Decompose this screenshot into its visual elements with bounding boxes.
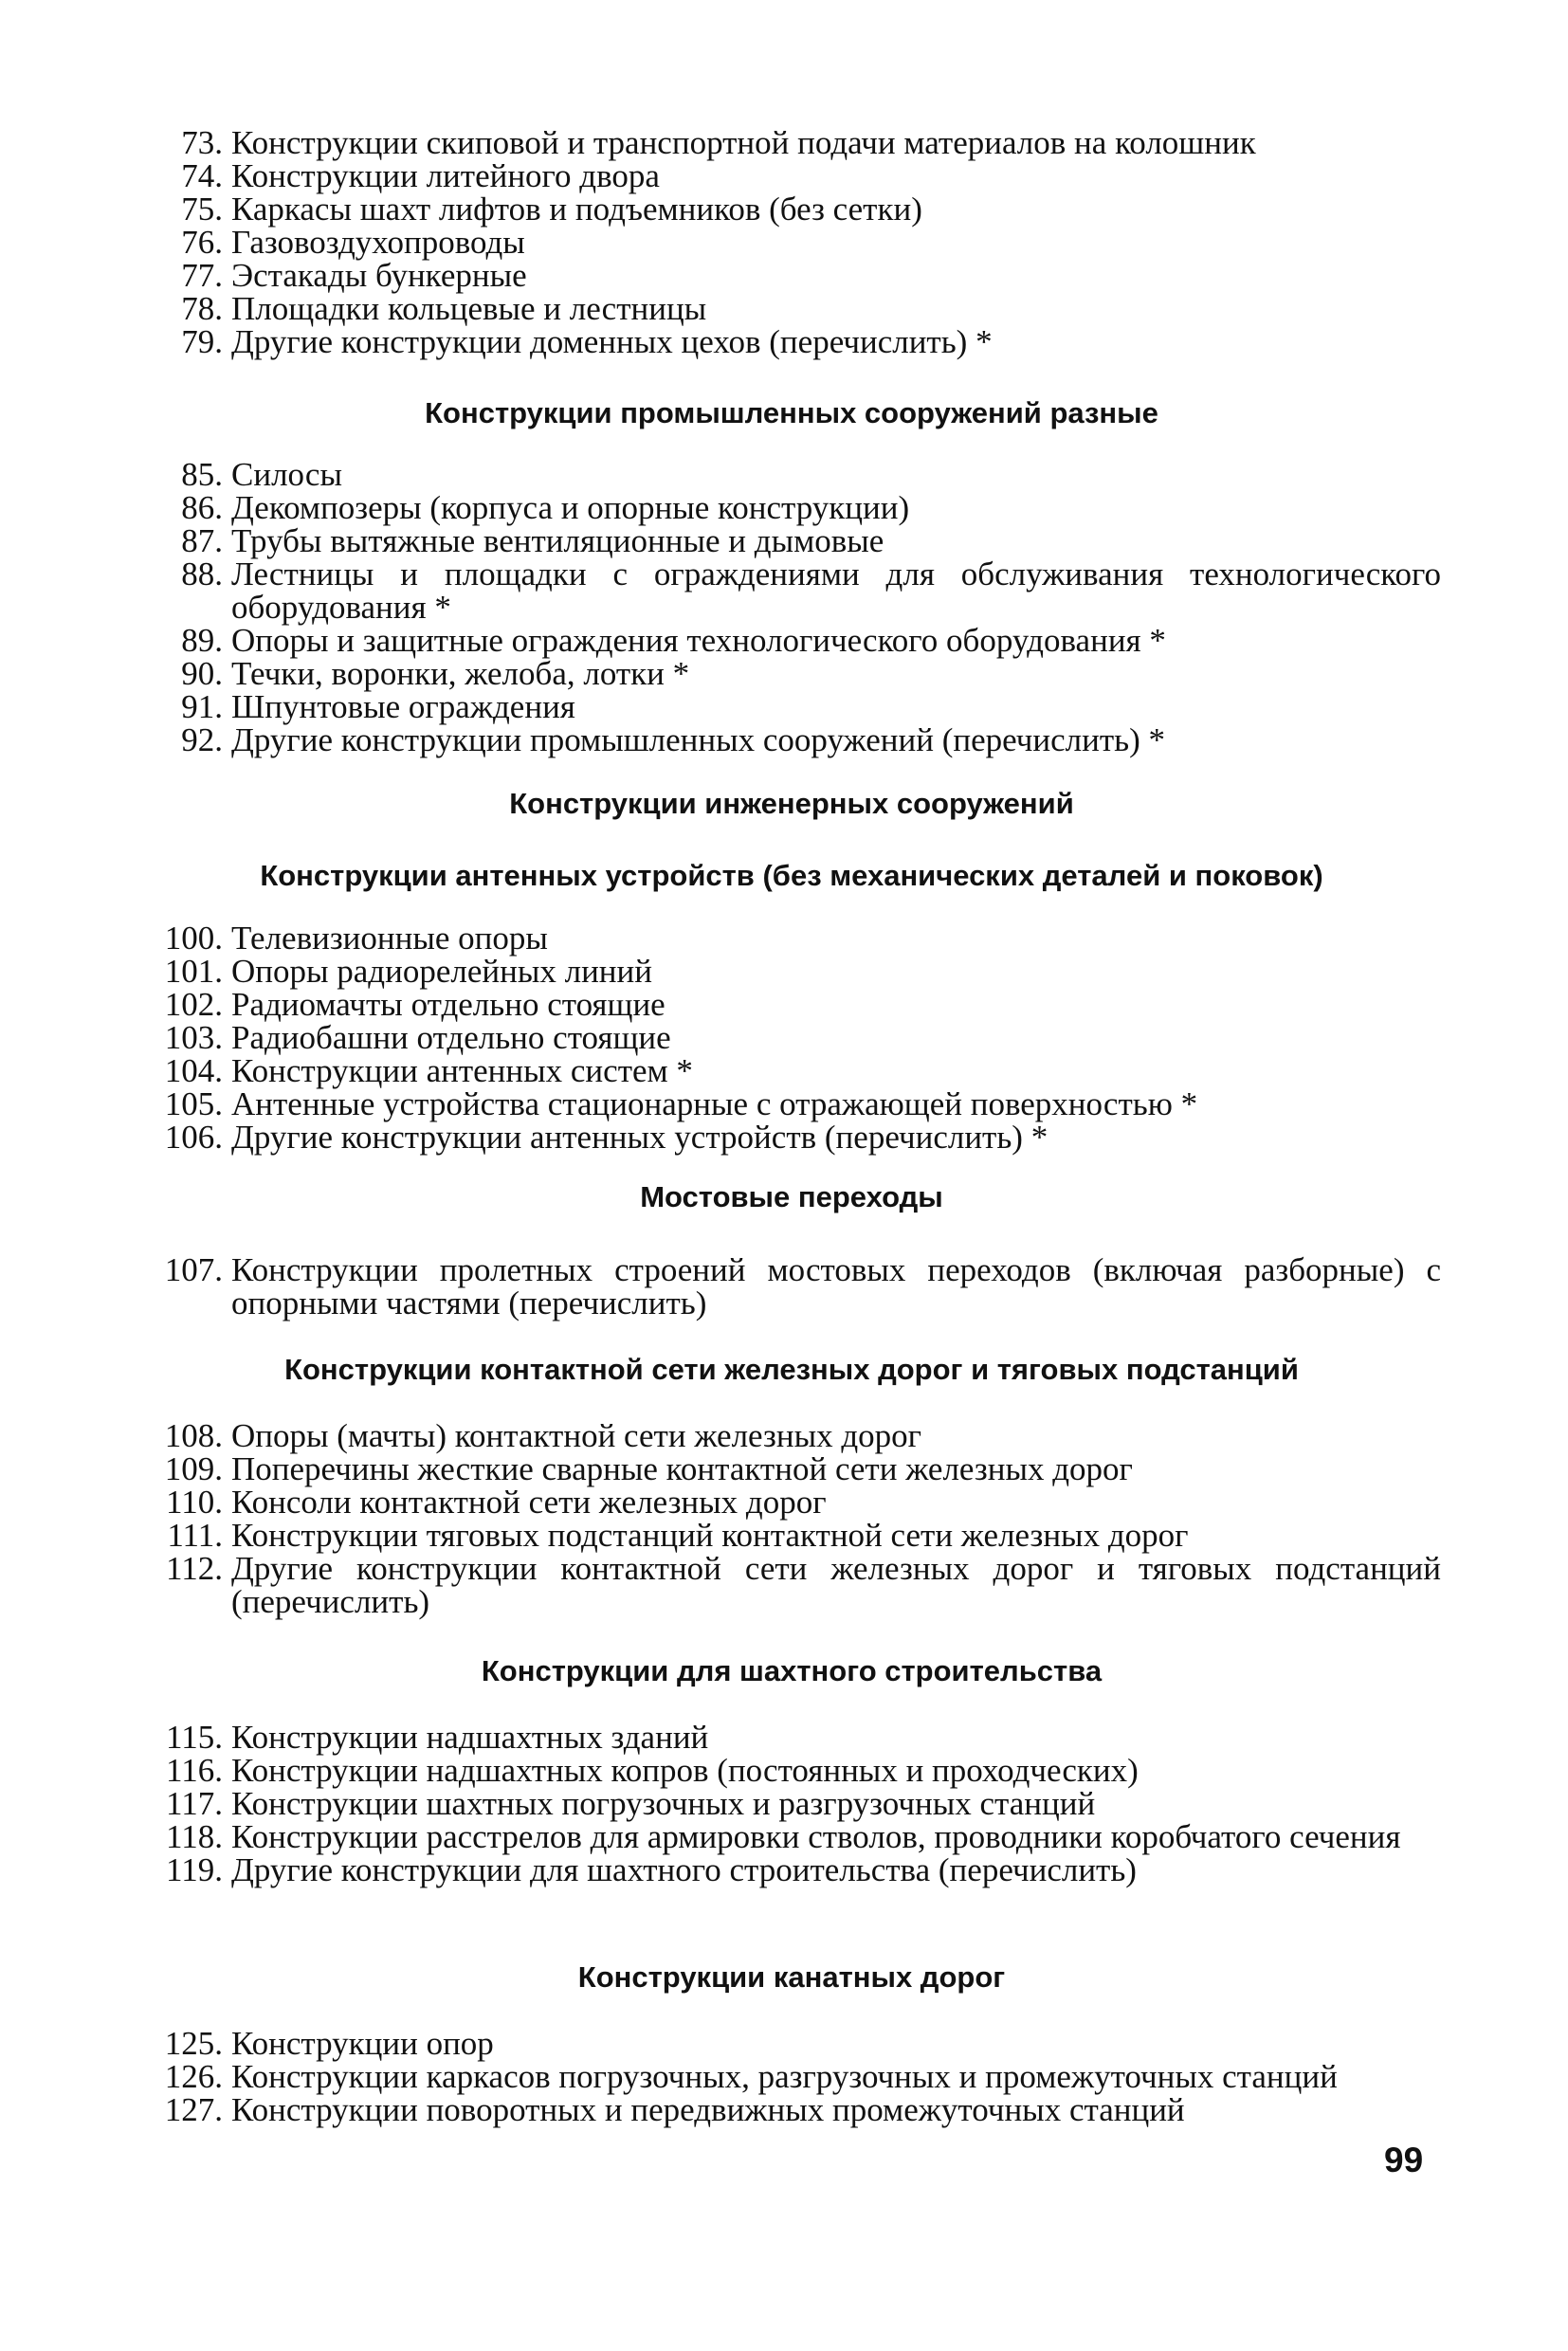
list-item bbox=[142, 2060, 1441, 2093]
item-text: Конструкции литейного двора bbox=[231, 157, 660, 194]
item-number: 104. bbox=[164, 1052, 223, 1089]
item-number: 118. bbox=[166, 1818, 223, 1855]
section-heading: Конструкции промышленных сооружений разные bbox=[425, 396, 1158, 429]
list-item bbox=[142, 259, 1441, 292]
item-text: Конструкции каркасов погрузочных, разгрузочных и промежуточных станций bbox=[231, 2058, 1338, 2095]
list-item bbox=[142, 988, 1441, 1021]
list-item bbox=[142, 1419, 1441, 1452]
item-number: 91. bbox=[181, 688, 223, 725]
item-text: Конструкции расстрелов для армировки стволов, проводники коробчатого сечения bbox=[231, 1818, 1401, 1855]
item-text: Другие конструкции антенных устройств (перечислить) * bbox=[231, 1119, 1048, 1156]
item-text: Шпунтовые ограждения bbox=[231, 688, 575, 725]
item-number: 115. bbox=[166, 1719, 223, 1756]
list-shakhtnoe bbox=[142, 1721, 1441, 1886]
list-item bbox=[142, 955, 1441, 988]
list-item bbox=[142, 1021, 1441, 1054]
list-item bbox=[142, 292, 1441, 325]
list-item bbox=[142, 2093, 1441, 2126]
section-heading: Конструкции инженерных сооружений bbox=[509, 787, 1074, 820]
item-text: Консоли контактной сети железных дорог bbox=[231, 1484, 827, 1521]
item-number: 79. bbox=[181, 323, 223, 360]
list-promyshlennye bbox=[142, 458, 1441, 756]
list-item bbox=[142, 1820, 1441, 1853]
list-kanatnye bbox=[142, 2027, 1441, 2126]
item-text: Опоры радиорелейных линий bbox=[231, 953, 652, 990]
section-heading: Конструкции канатных дорог bbox=[577, 1960, 1006, 1994]
item-number: 111. bbox=[167, 1517, 223, 1554]
item-text: Каркасы шахт лифтов и подъемников (без сетки) bbox=[231, 191, 922, 228]
item-number: 86. bbox=[181, 489, 223, 526]
list-item bbox=[142, 1054, 1441, 1087]
item-text: Поперечины жесткие сварные контактной сети железных дорог bbox=[231, 1450, 1133, 1487]
item-number: 76. bbox=[181, 224, 223, 261]
list-item bbox=[142, 226, 1441, 259]
list-item bbox=[142, 1519, 1441, 1552]
section-heading: Конструкции антенных устройств (без механических деталей и поковок) bbox=[260, 859, 1323, 892]
list-item bbox=[142, 690, 1441, 723]
item-number: 74. bbox=[181, 157, 223, 194]
item-text: Конструкции антенных систем * bbox=[231, 1052, 693, 1089]
item-text: Конструкции тяговых подстанций контактной сети железных дорог bbox=[231, 1517, 1189, 1554]
list-item bbox=[142, 921, 1441, 955]
section-heading: Мостовые переходы bbox=[640, 1180, 943, 1213]
item-number: 116. bbox=[166, 1752, 223, 1789]
section-heading: Конструкции для шахтного строительства bbox=[481, 1654, 1103, 1687]
list-item bbox=[142, 1087, 1441, 1121]
item-number: 92. bbox=[181, 721, 223, 758]
list-item bbox=[142, 126, 1441, 159]
item-number: 88. bbox=[181, 556, 223, 592]
item-text: Эстакады бункерные bbox=[231, 257, 527, 294]
item-text: Другие конструкции для шахтного строительства (перечислить) bbox=[231, 1851, 1137, 1888]
item-text: Газовоздухопроводы bbox=[231, 224, 525, 261]
list-item bbox=[142, 2027, 1441, 2060]
item-number: 102. bbox=[164, 986, 223, 1023]
section-heading: Конструкции контактной сети железных дорог и тяговых подстанций bbox=[284, 1353, 1299, 1386]
list-item bbox=[142, 1253, 1441, 1320]
item-text: Антенные устройства стационарные с отражающей поверхностью * bbox=[231, 1085, 1198, 1122]
item-text: Силосы bbox=[231, 456, 342, 493]
item-text: Другие конструкции контактной сети железных дорог и тяговых подстанций (перечислить) bbox=[231, 1550, 1441, 1620]
item-text: Другие конструкции доменных цехов (перечислить) * bbox=[231, 323, 993, 360]
item-number: 90. bbox=[181, 655, 223, 692]
item-number: 112. bbox=[166, 1550, 223, 1587]
item-text: Конструкции надшахтных зданий bbox=[231, 1719, 709, 1756]
list-item bbox=[142, 458, 1441, 491]
item-number: 78. bbox=[181, 290, 223, 327]
item-number: 108. bbox=[164, 1417, 223, 1454]
item-number: 77. bbox=[181, 257, 223, 294]
item-text: Опоры (мачты) контактной сети железных дорог bbox=[231, 1417, 921, 1454]
list-item bbox=[142, 491, 1441, 524]
item-number: 75. bbox=[181, 191, 223, 228]
item-number: 109. bbox=[164, 1450, 223, 1487]
item-text: Конструкции надшахтных копров (постоянных и проходческих) bbox=[231, 1752, 1139, 1789]
item-text: Радиомачты отдельно стоящие bbox=[231, 986, 665, 1023]
list-item bbox=[142, 1853, 1441, 1886]
list-item bbox=[142, 1721, 1441, 1754]
item-number: 103. bbox=[164, 1019, 223, 1056]
item-text: Опоры и защитные ограждения технологического оборудования * bbox=[231, 622, 1166, 659]
list-item bbox=[142, 1121, 1441, 1154]
item-number: 110. bbox=[166, 1484, 223, 1521]
list-item bbox=[142, 557, 1441, 624]
item-text: Трубы вытяжные вентиляционные и дымовые bbox=[231, 522, 884, 559]
item-number: 73. bbox=[181, 124, 223, 161]
item-number: 127. bbox=[164, 2091, 223, 2128]
list-domennye bbox=[142, 126, 1441, 358]
item-number: 87. bbox=[181, 522, 223, 559]
item-text: Конструкции поворотных и передвижных промежуточных станций bbox=[231, 2091, 1185, 2128]
item-number: 107. bbox=[164, 1251, 223, 1288]
list-antennye bbox=[142, 921, 1441, 1154]
list-item bbox=[142, 325, 1441, 358]
item-text: Лестницы и площадки с ограждениями для обслуживания технологического оборудования * bbox=[231, 556, 1441, 626]
list-item bbox=[142, 1552, 1441, 1618]
list-item bbox=[142, 657, 1441, 690]
item-text: Конструкции пролетных строений мостовых переходов (включая разборные) с опорными частями (перечислить) bbox=[231, 1251, 1441, 1321]
item-text: Течки, воронки, желоба, лотки * bbox=[231, 655, 690, 692]
item-text: Конструкции скиповой и транспортной подачи материалов на колошник bbox=[231, 124, 1256, 161]
list-item bbox=[142, 159, 1441, 192]
list-item bbox=[142, 1452, 1441, 1485]
item-number: 119. bbox=[166, 1851, 223, 1888]
list-item bbox=[142, 524, 1441, 557]
item-number: 125. bbox=[164, 2025, 223, 2062]
item-text: Конструкции опор bbox=[231, 2025, 494, 2062]
list-item bbox=[142, 624, 1441, 657]
list-item bbox=[142, 1485, 1441, 1519]
list-kontaktnaya-set bbox=[142, 1419, 1441, 1618]
list-item bbox=[142, 192, 1441, 226]
item-number: 89. bbox=[181, 622, 223, 659]
item-text: Другие конструкции промышленных сооружений (перечислить) * bbox=[231, 721, 1166, 758]
item-number: 106. bbox=[164, 1119, 223, 1156]
list-item bbox=[142, 1787, 1441, 1820]
item-text: Радиобашни отдельно стоящие bbox=[231, 1019, 671, 1056]
item-number: 85. bbox=[181, 456, 223, 493]
item-number: 105. bbox=[164, 1085, 223, 1122]
item-text: Декомпозеры (корпуса и опорные конструкции) bbox=[231, 489, 910, 526]
item-number: 117. bbox=[166, 1785, 223, 1822]
item-number: 101. bbox=[164, 953, 223, 990]
list-item bbox=[142, 1754, 1441, 1787]
item-text: Конструкции шахтных погрузочных и разгрузочных станций bbox=[231, 1785, 1096, 1822]
item-number: 100. bbox=[164, 920, 223, 957]
list-item bbox=[142, 723, 1441, 756]
list-mostovye bbox=[142, 1253, 1441, 1320]
page-number: 99 bbox=[1384, 2141, 1424, 2179]
item-text: Площадки кольцевые и лестницы bbox=[231, 290, 707, 327]
item-number: 126. bbox=[164, 2058, 223, 2095]
item-text: Телевизионные опоры bbox=[231, 920, 548, 957]
